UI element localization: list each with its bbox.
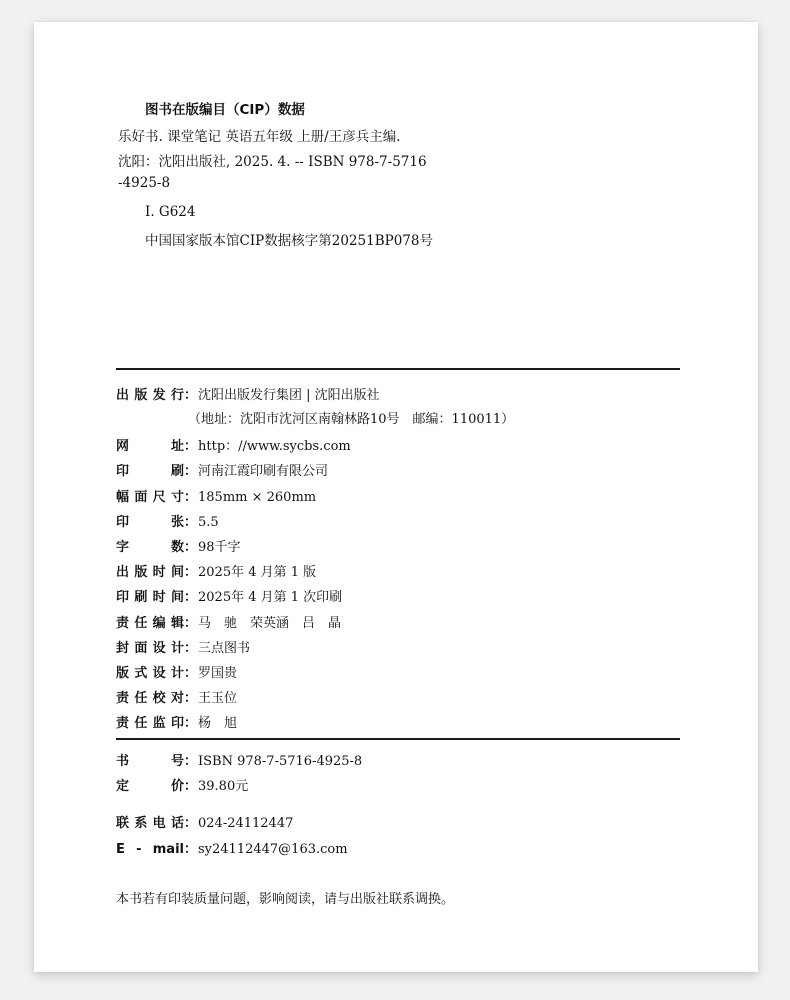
printer-label: 印 刷	[116, 464, 184, 479]
word-count-row: 字 数：98千字	[116, 536, 241, 555]
supervisor-label: 责任监印	[116, 716, 184, 731]
publisher-label: 出版发行	[116, 388, 184, 403]
copyright-page	[34, 22, 758, 972]
size-value: 185mm × 260mm	[198, 490, 317, 505]
cover-design-label: 封面设计	[116, 641, 184, 656]
layout-design-value: 罗国贵	[198, 666, 238, 681]
cip-heading: 图书在版编目（CIP）数据	[145, 102, 305, 118]
publisher-value: 沈阳出版发行集团 | 沈阳出版社	[198, 388, 380, 403]
cip-title-line: 乐好书. 课堂笔记 英语五年级 上册/王彦兵主编.	[118, 129, 401, 145]
sheets-value: 5.5	[198, 515, 219, 530]
editors-value: 马 驰 荣英涵 吕 晶	[198, 616, 342, 631]
edition-time-row: 出版时间：2025年 4 月第 1 版	[116, 561, 316, 580]
printer-value: 河南江霞印刷有限公司	[198, 464, 329, 479]
isbn-row: 书 号：ISBN 978-7-5716-4925-8	[116, 750, 362, 769]
print-time-label: 印刷时间	[116, 590, 184, 605]
editors-row: 责任编辑：马 驰 荣英涵 吕 晶	[116, 612, 341, 631]
quality-notice: 本书若有印装质量问题，影响阅读，请与出版社联系调换。	[116, 892, 455, 907]
supervisor-row: 责任监印：杨 旭	[116, 712, 237, 731]
proofreader-value: 王玉位	[198, 691, 238, 706]
layout-design-row: 版式设计：罗国贵	[116, 662, 237, 681]
divider-middle	[116, 738, 680, 740]
email-label: E - mail	[116, 842, 184, 857]
divider-top	[116, 368, 680, 370]
email-row: E - mail：sy24112447@163.com	[116, 842, 348, 857]
isbn-label: 书 号	[116, 754, 184, 769]
publisher-address: （地址：沈阳市沈河区南翰林路10号 邮编：110011）	[188, 412, 515, 427]
cip-classification: Ⅰ. G624	[145, 204, 196, 220]
edition-time-label: 出版时间	[116, 565, 184, 580]
proofreader-label: 责任校对	[116, 691, 184, 706]
cover-design-value: 三点图书	[198, 641, 251, 656]
proofreader-row: 责任校对：王玉位	[116, 687, 237, 706]
phone-row: 联系电话：024-24112447	[116, 812, 293, 831]
cip-number: 中国国家版本馆CIP数据核字第20251BP078号	[145, 233, 433, 249]
sheets-row: 印 张：5.5	[116, 511, 219, 530]
word-count-label: 字 数	[116, 540, 184, 555]
word-count-value: 98千字	[198, 540, 241, 555]
layout-design-label: 版式设计	[116, 666, 184, 681]
edition-time-value: 2025年 4 月第 1 版	[198, 565, 317, 580]
isbn-value: ISBN 978-7-5716-4925-8	[198, 754, 363, 769]
size-label: 幅面尺寸	[116, 490, 184, 505]
phone-label: 联系电话	[116, 816, 184, 831]
cip-isbn-continued: -4925-8	[118, 175, 171, 191]
email-value: sy24112447@163.com	[198, 842, 348, 857]
sheets-label: 印 张	[116, 515, 184, 530]
publisher-row: 出版发行：沈阳出版发行集团 | 沈阳出版社	[116, 384, 380, 403]
price-value: 39.80元	[198, 779, 249, 794]
cip-publisher-line: 沈阳：沈阳出版社, 2025. 4. -- ISBN 978-7-5716	[118, 154, 427, 170]
website-row: 网 址：http：//www.sycbs.com	[116, 435, 351, 454]
size-row: 幅面尺寸：185mm × 260mm	[116, 486, 316, 505]
website-value: http：//www.sycbs.com	[198, 439, 351, 454]
print-time-row: 印刷时间：2025年 4 月第 1 次印刷	[116, 586, 342, 605]
editors-label: 责任编辑	[116, 616, 184, 631]
cover-design-row: 封面设计：三点图书	[116, 637, 250, 656]
print-time-value: 2025年 4 月第 1 次印刷	[198, 590, 343, 605]
price-row: 定 价：39.80元	[116, 775, 248, 794]
supervisor-value: 杨 旭	[198, 716, 238, 731]
phone-value: 024-24112447	[198, 816, 294, 831]
price-label: 定 价	[116, 779, 184, 794]
printer-row: 印 刷：河南江霞印刷有限公司	[116, 460, 328, 479]
website-label: 网 址	[116, 439, 184, 454]
